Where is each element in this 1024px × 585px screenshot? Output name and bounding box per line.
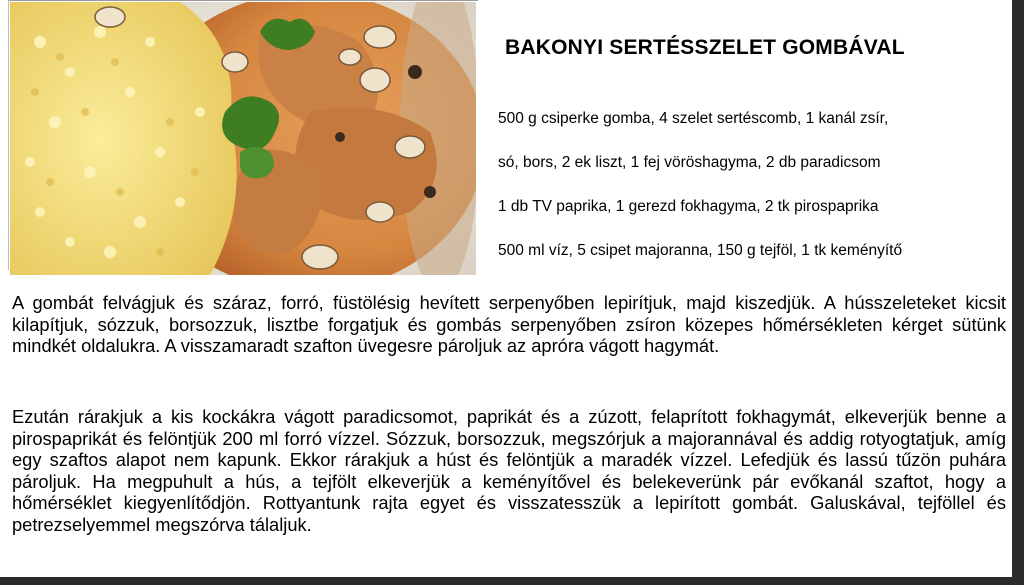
- page-left-rule: [8, 0, 9, 270]
- ingredient-line: só, bors, 2 ek liszt, 1 fej vöröshagyma, 2 db paradicsom: [498, 154, 881, 171]
- dish-photo-icon: [10, 2, 476, 275]
- instruction-paragraph: Ezután rárakjuk a kis kockákra vágott paradicsomot, paprikát és a zúzott, felaprított fokhagymát, elkeverjük benne a pirospaprikát és felöntjük 200 ml forró vízzel. Sózzuk, borsozzuk, megszórjuk a majorannával és addig rotyogtatjuk, amíg egy szaftos alapot nem kapunk. Ekkor rárakjuk a húst és felöntjük a maradék vízzel. Lefedjük és lassú tűzön puhára pároljuk. Ha megpuhult a hús, a tejfölt elkeverjük a keményítővel és belekeverünk pár evőkanál szaftot, hogy a hőmérséklet kiegyenlítődjön. Rottyantunk rajta egyet és visszatesszük a lepirított gombát. Galuskával, tejföllel és petrezselyemmel megszórva tálaljuk.: [12, 406, 1006, 535]
- instruction-paragraph: A gombát felvágjuk és száraz, forró, füstölésig hevített serpenyőben lepirítjuk, majd kiszedjük. A hússzeleteket kicsit kilapítjuk, sózzuk, borsozzuk, lisztbe forgatjuk és gombás serpenyőben zsíron közepes hőmérsékleten kérget sütünk mindkét oldalukra. A visszamaradt szafton üvegesre pároljuk az apróra vágott hagymát.: [12, 292, 1006, 356]
- ingredient-line: 500 ml víz, 5 csipet majoranna, 150 g tejföl, 1 tk keményítő: [498, 242, 903, 259]
- window-right-border: [1012, 0, 1024, 585]
- ingredient-line: 500 g csiperke gomba, 4 szelet sertéscomb, 1 kanál zsír,: [498, 110, 889, 127]
- window-bottom-border: [0, 577, 1024, 585]
- dish-photo: [10, 2, 476, 275]
- ingredient-line: 1 db TV paprika, 1 gerezd fokhagyma, 2 tk pirospaprika: [498, 198, 879, 215]
- page-top-rule: [8, 0, 478, 1]
- recipe-title: BAKONYI SERTÉSSZELET GOMBÁVAL: [505, 36, 905, 59]
